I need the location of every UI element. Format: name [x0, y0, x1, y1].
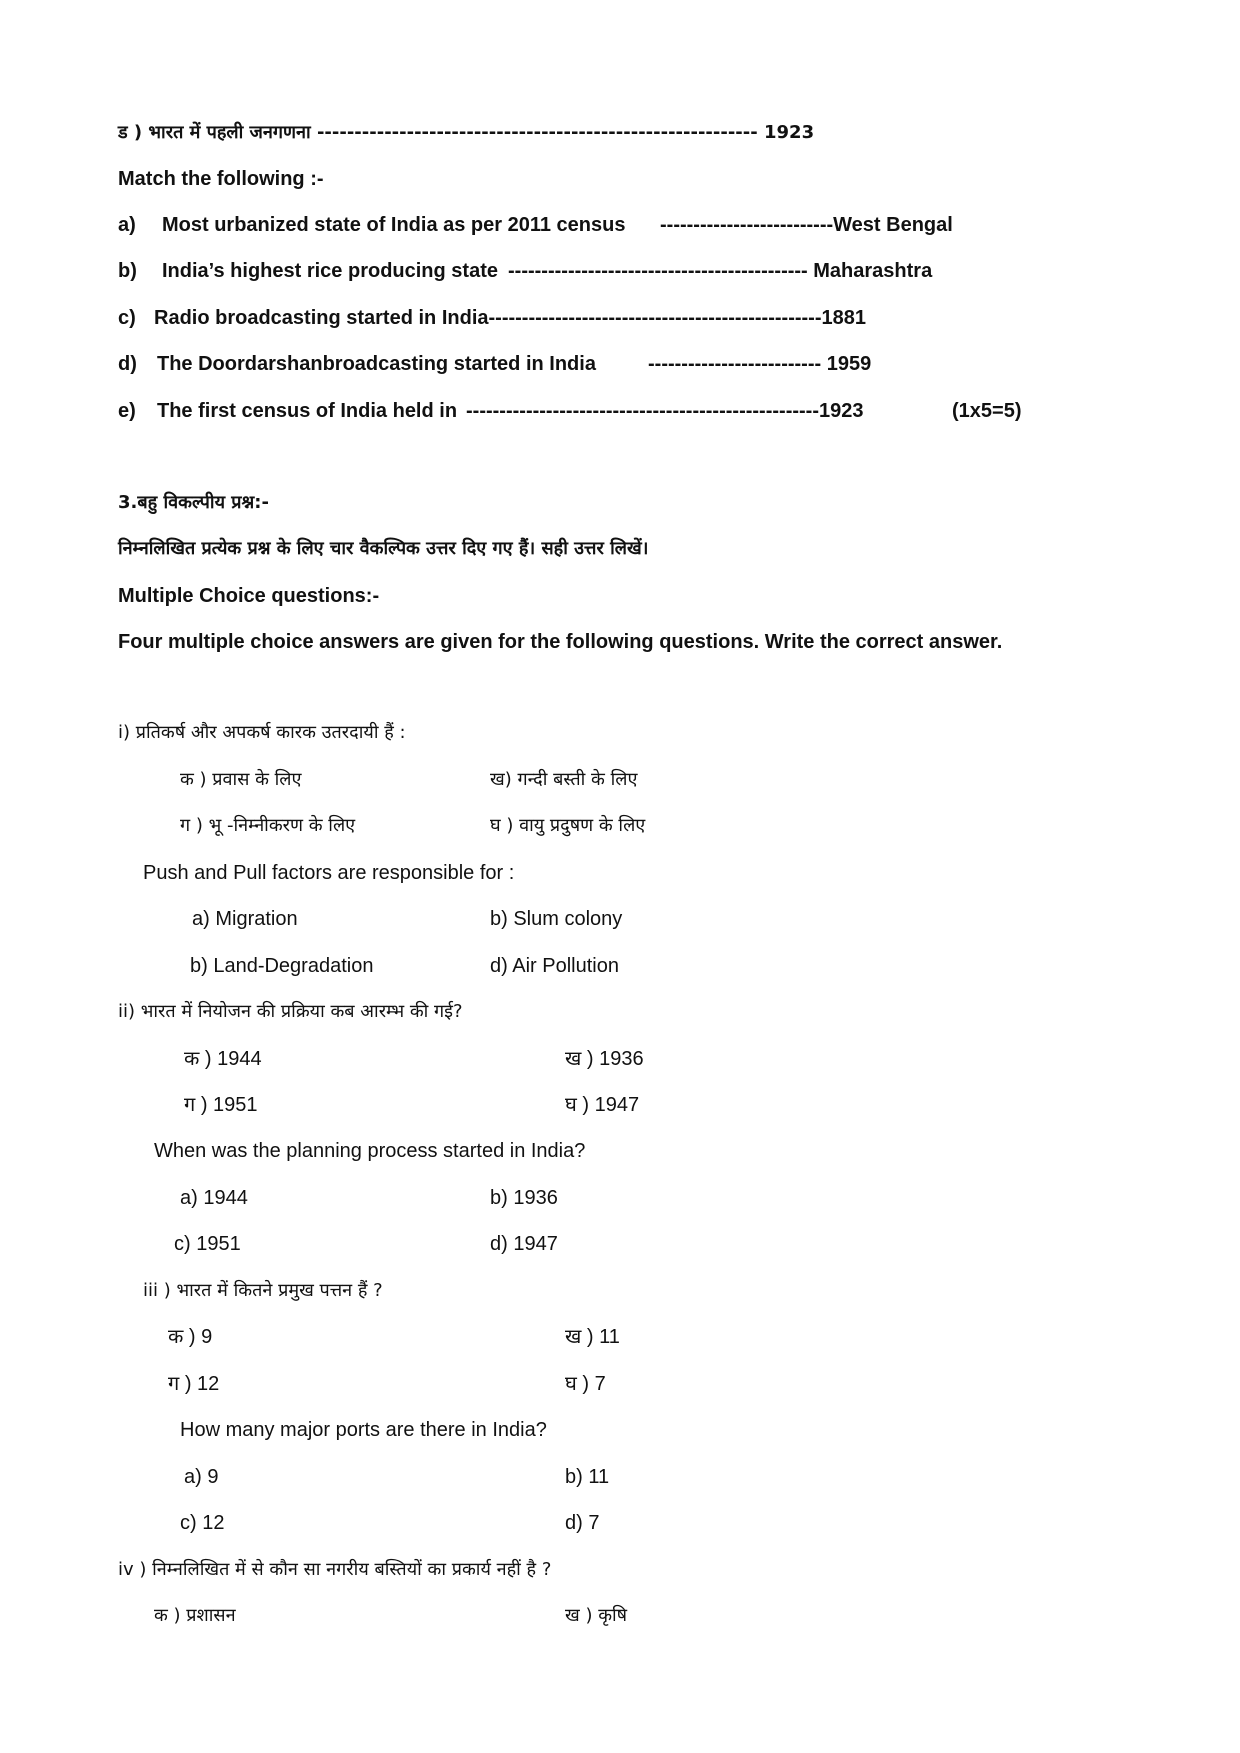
match-text: Radio broadcasting started in India--------------------------------------------------1881	[154, 307, 866, 329]
q3-hindi-option-ga: ग ) 12	[168, 1373, 220, 1395]
match-letter: b)	[118, 260, 137, 282]
q2-english-option-d: d) 1947	[490, 1233, 558, 1255]
match-answer: -------------------------- 1959	[648, 353, 872, 375]
match-answer: --------------------------------------------- Maharashtra	[508, 260, 933, 282]
q1-hindi: i) प्रतिकर्ष और अपकर्ष कारक उतरदायी हैं :	[118, 722, 406, 743]
q3-english-option-c: c) 12	[180, 1512, 225, 1534]
q1-hindi-option-ka: क ) प्रवास के लिए	[180, 769, 302, 790]
q1-english-option-a: a) Migration	[192, 908, 298, 930]
match-text: The Doordarshanbroadcasting started in India	[157, 353, 596, 375]
census-hindi-line: ड ) भारत में पहली जनगणना ----------------------------------------------------------- 1923	[118, 122, 815, 143]
q3-hindi: iii ) भारत में कितने प्रमुख पत्तन हैं ?	[143, 1280, 383, 1301]
q3-english: How many major ports are there in India?	[180, 1419, 547, 1441]
q1-english: Push and Pull factors are responsible for :	[143, 862, 515, 884]
q2-english-option-b: b) 1936	[490, 1187, 558, 1209]
q1-english-option-d: d) Air Pollution	[490, 955, 619, 977]
q3-english-option-d: d) 7	[565, 1512, 600, 1534]
q1-english-option-b: b) Slum colony	[490, 908, 623, 930]
q1-hindi-option-ga: ग ) भू -निम्नीकरण के लिए	[180, 815, 356, 836]
match-answer: --------------------------West Bengal	[660, 214, 953, 236]
match-letter: a)	[118, 214, 136, 236]
q2-english-option-c: c) 1951	[174, 1233, 241, 1255]
q2-hindi-option-ka: क ) 1944	[184, 1048, 262, 1070]
q4-hindi: iv ) निम्नलिखित में से कौन सा नगरीय बस्तियों का प्रकार्य नहीं है ?	[118, 1559, 552, 1580]
match-text: Most urbanized state of India as per 2011 census	[162, 214, 626, 236]
match-text: India’s highest rice producing state	[162, 260, 498, 282]
q2-english-option-a: a) 1944	[180, 1187, 248, 1209]
q2-english: When was the planning process started in India?	[154, 1140, 586, 1162]
section3-instruction-hindi: निम्नलिखित प्रत्येक प्रश्न के लिए चार वैकल्पिक उत्तर दिए गए हैं। सही उत्तर लिखें।	[118, 538, 649, 559]
section3-instruction-english: Four multiple choice answers are given for the following questions. Write the correct answer.	[118, 631, 1003, 653]
q1-hindi-option-gha: घ ) वायु प्रदुषण के लिए	[490, 815, 646, 836]
match-letter: e)	[118, 400, 136, 422]
q4-hindi-option-kha: ख ) कृषि	[565, 1605, 628, 1626]
q3-hindi-option-kha: ख ) 11	[565, 1326, 620, 1348]
q1-hindi-option-kha: ख) गन्दी बस्ती के लिए	[490, 769, 638, 790]
match-answer: -----------------------------------------------------1923	[466, 400, 864, 422]
q3-hindi-option-gha: घ ) 7	[565, 1373, 606, 1395]
section3-title-english: Multiple Choice questions:-	[118, 585, 380, 607]
q3-english-option-a: a) 9	[184, 1466, 219, 1488]
q1-english-option-c: b) Land-Degradation	[190, 955, 374, 977]
match-text: The first census of India held in	[157, 400, 458, 422]
match-heading: Match the following :-	[118, 168, 324, 190]
q2-hindi: ii) भारत में नियोजन की प्रक्रिया कब आरम्भ की गई?	[118, 1001, 463, 1022]
q4-hindi-option-ka: क ) प्रशासन	[154, 1605, 236, 1626]
match-letter: d)	[118, 353, 137, 375]
match-letter: c)	[118, 307, 136, 329]
q2-hindi-option-kha: ख ) 1936	[565, 1048, 644, 1070]
q3-english-option-b: b) 11	[565, 1466, 610, 1488]
q2-hindi-option-ga: ग ) 1951	[184, 1094, 258, 1116]
q3-hindi-option-ka: क ) 9	[168, 1326, 213, 1348]
marks-label: (1x5=5)	[952, 400, 1022, 422]
section3-title-hindi: 3.बहु विकल्पीय प्रश्न:-	[118, 492, 269, 513]
q2-hindi-option-gha: घ ) 1947	[565, 1094, 640, 1116]
